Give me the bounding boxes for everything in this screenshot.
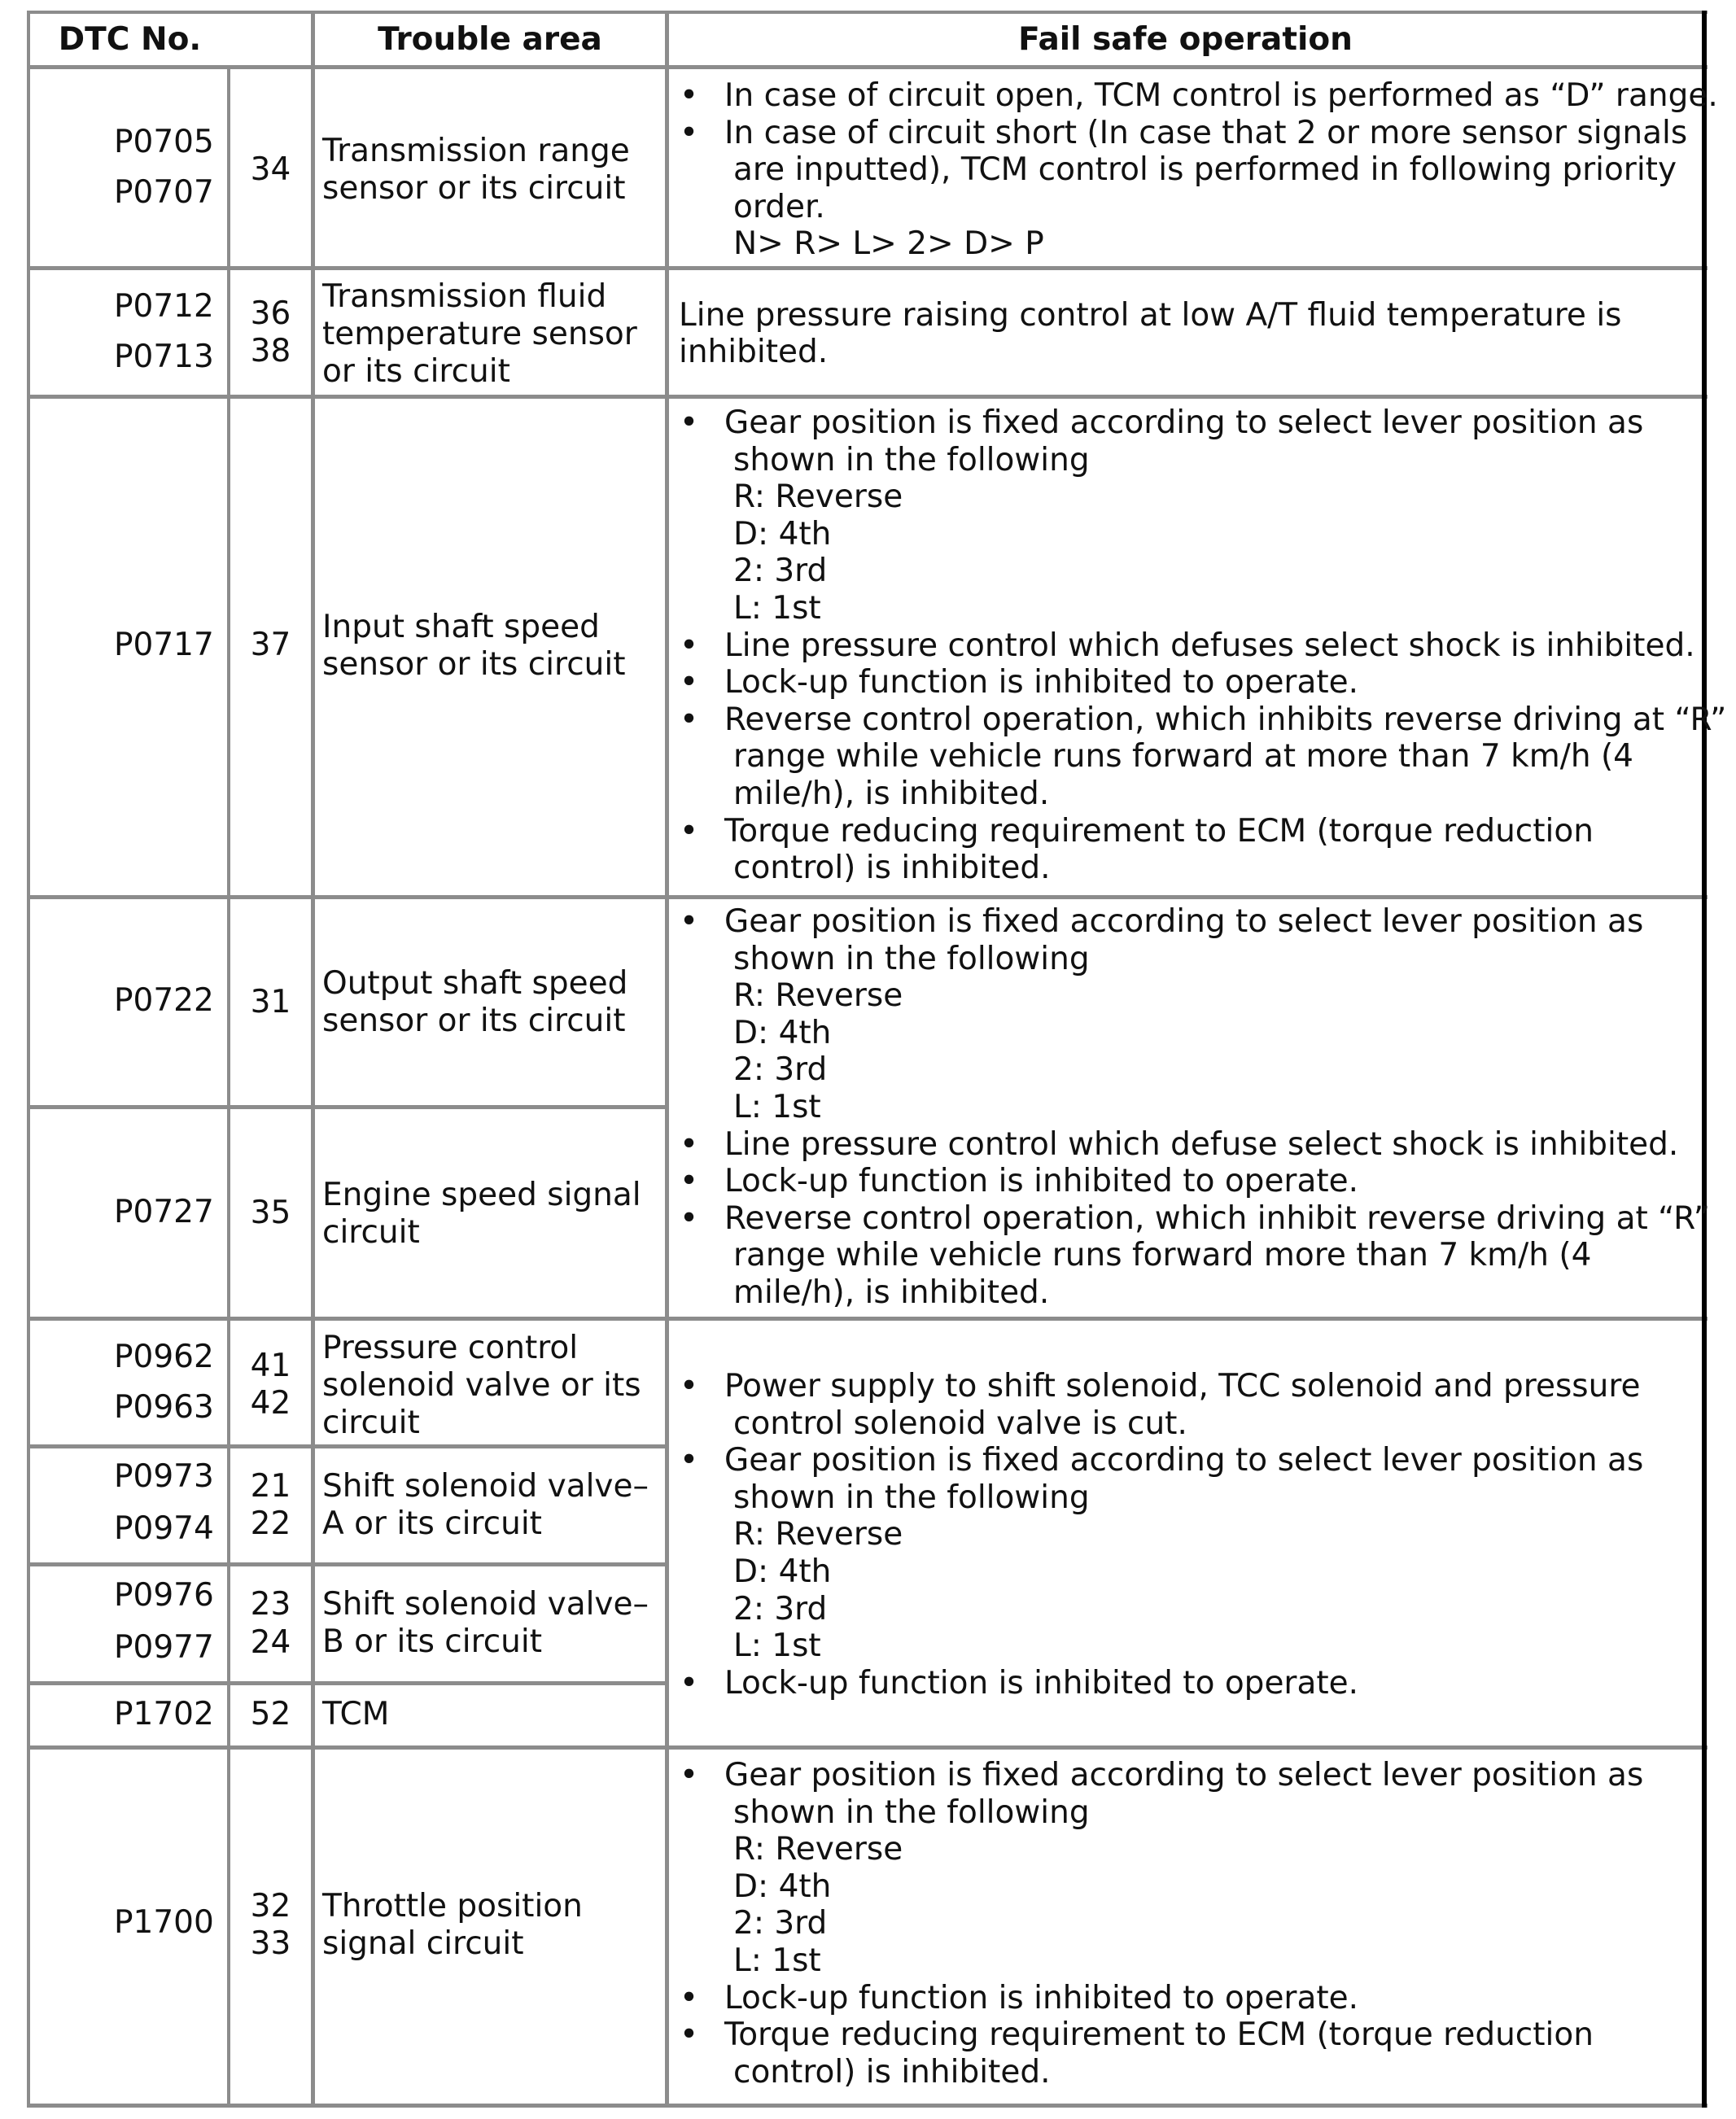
trouble-area: A or its circuit [322, 1505, 542, 1542]
list-item: • Reverse control operation, which inhibits reverse driving at “R” range while vehicle runs forward at more than 7 km/h (4 mile/h), is inhibited. [680, 701, 1727, 812]
malfunction-code: 21 [250, 1468, 291, 1505]
trouble-area: Transmission range [322, 133, 630, 169]
malfunction-code: 35 [250, 1195, 291, 1231]
malfunction-code: 23 [250, 1586, 291, 1623]
dtc-code: P0717 [114, 627, 214, 663]
row-divider [27, 1105, 668, 1109]
dtc-code: P0722 [114, 982, 214, 1019]
code-column-divider [227, 67, 230, 2108]
area-column-divider [311, 11, 315, 2108]
dtc-code: P0707 [114, 174, 214, 211]
list-item: • Lock-up function is inhibited to operate. [680, 1664, 1359, 1702]
dtc-code: P0705 [114, 124, 214, 160]
malfunction-code: 41 [250, 1348, 291, 1384]
list-item: • Power supply to shift solenoid, TCC solenoid and pressure control solenoid valve is cut. [680, 1368, 1641, 1442]
dtc-code: P0963 [114, 1389, 214, 1426]
list-item: • In case of circuit short (In case that 2 or more sensor signals are inputted), TCM control is performed in following priority order. N> R> L> 2> D> P [680, 114, 1688, 263]
list-item: • Line pressure control which defuse select shock is inhibited. [680, 1125, 1679, 1163]
list-item: • In case of circuit open, TCM control is performed as “D” range. [680, 77, 1718, 114]
dtc-code: P0973 [114, 1458, 214, 1495]
list-item: • Lock-up function is inhibited to operate. [680, 1163, 1359, 1200]
malfunction-code: 38 [250, 333, 291, 369]
malfunction-code: 34 [250, 151, 291, 188]
malfunction-code: 33 [250, 1925, 291, 1962]
dtc-code: P0712 [114, 288, 214, 325]
trouble-area: Transmission fluid [322, 278, 607, 315]
dtc-code: P0977 [114, 1629, 214, 1666]
failsafe-column-divider [665, 11, 669, 2108]
trouble-area: circuit [322, 1214, 420, 1251]
dtc-code: P0713 [114, 339, 214, 375]
trouble-area: Throttle position [322, 1888, 583, 1925]
trouble-area: Shift solenoid valve– [322, 1586, 649, 1623]
list-item: • Torque reducing requirement to ECM (torque reduction control) is inhibited. [680, 2016, 1594, 2091]
list-item: • Lock-up function is inhibited to operate. [680, 664, 1359, 701]
table-border-left [27, 11, 30, 2108]
malfunction-code: 31 [250, 984, 291, 1020]
list-item: • Gear position is fixed according to select lever position as shown in the following R: Reverse D: 4th 2: 3rd L: 1st [680, 1442, 1644, 1665]
malfunction-code: 42 [250, 1385, 291, 1422]
row-divider [27, 1681, 668, 1685]
row-divider [27, 266, 1708, 270]
malfunction-code: 32 [250, 1888, 291, 1925]
list-item: • Gear position is fixed according to select lever position as shown in the following R: Reverse D: 4th 2: 3rd L: 1st [680, 404, 1644, 627]
row-divider [27, 1745, 1708, 1750]
trouble-area: sensor or its circuit [322, 170, 626, 207]
row-divider [27, 395, 1708, 399]
list-item: • Reverse control operation, which inhibit reverse driving at “R” range while vehicle runs forward more than 7 km/h (4 mile/h), is inhibited. [680, 1199, 1710, 1311]
fail-safe-list [674, 903, 1710, 1312]
dtc-code: P0976 [114, 1577, 214, 1614]
trouble-area: sensor or its circuit [322, 646, 626, 683]
list-item: • Torque reducing requirement to ECM (torque reduction control) is inhibited. [680, 812, 1594, 887]
trouble-area: Output shaft speed [322, 965, 628, 1002]
trouble-area: TCM [322, 1696, 390, 1732]
list-item: • Line pressure control which defuses select shock is inhibited. [680, 627, 1695, 664]
malfunction-code: 37 [250, 627, 291, 663]
dtc-code: P0727 [114, 1194, 214, 1230]
trouble-area: circuit [322, 1405, 420, 1441]
trouble-area: or its circuit [322, 353, 510, 390]
dtc-code: P1700 [114, 1904, 214, 1941]
trouble-area: B or its circuit [322, 1623, 543, 1660]
fail-safe-list [674, 1368, 1643, 1702]
header-trouble-area: Trouble area [378, 21, 602, 58]
trouble-area: Pressure control [322, 1330, 579, 1366]
row-divider [27, 1317, 1708, 1321]
dtc-code: P0974 [114, 1510, 214, 1547]
malfunction-code: 36 [250, 295, 291, 332]
header-divider [27, 65, 1708, 69]
list-item: • Gear position is fixed according to select lever position as shown in the following R: Reverse D: 4th 2: 3rd L: 1st [680, 903, 1644, 1125]
fail-safe-text: inhibited. [679, 334, 829, 370]
trouble-area: sensor or its circuit [322, 1003, 626, 1039]
row-divider [27, 895, 1708, 899]
trouble-area: Input shaft speed [322, 609, 600, 645]
trouble-area: Engine speed signal [322, 1177, 641, 1213]
malfunction-code: 24 [250, 1624, 291, 1661]
list-item: • Gear position is fixed according to select lever position as shown in the following R: Reverse D: 4th 2: 3rd L: 1st [680, 1757, 1644, 1979]
fail-safe-list [674, 1757, 1643, 2091]
trouble-area: Shift solenoid valve– [322, 1468, 649, 1505]
table-border-top [27, 11, 1708, 14]
row-divider [27, 1562, 668, 1566]
fail-safe-list [674, 77, 1718, 263]
malfunction-code: 52 [250, 1696, 291, 1732]
fail-safe-text: Line pressure raising control at low A/T fluid temperature is [679, 297, 1622, 334]
fail-safe-list [674, 404, 1726, 887]
trouble-area: temperature sensor [322, 316, 637, 352]
dtc-code: P0962 [114, 1339, 214, 1375]
malfunction-code: 22 [250, 1505, 291, 1542]
row-divider [27, 1444, 668, 1448]
dtc-code: P1702 [114, 1696, 214, 1732]
trouble-area: signal circuit [322, 1925, 524, 1962]
list-item: • Lock-up function is inhibited to operate. [680, 1979, 1359, 2016]
trouble-area: solenoid valve or its [322, 1367, 641, 1404]
table-border-bottom [27, 2104, 1708, 2108]
header-dtc-no: DTC No. [58, 21, 202, 58]
header-fail-safe-operation: Fail safe operation [1018, 21, 1353, 58]
